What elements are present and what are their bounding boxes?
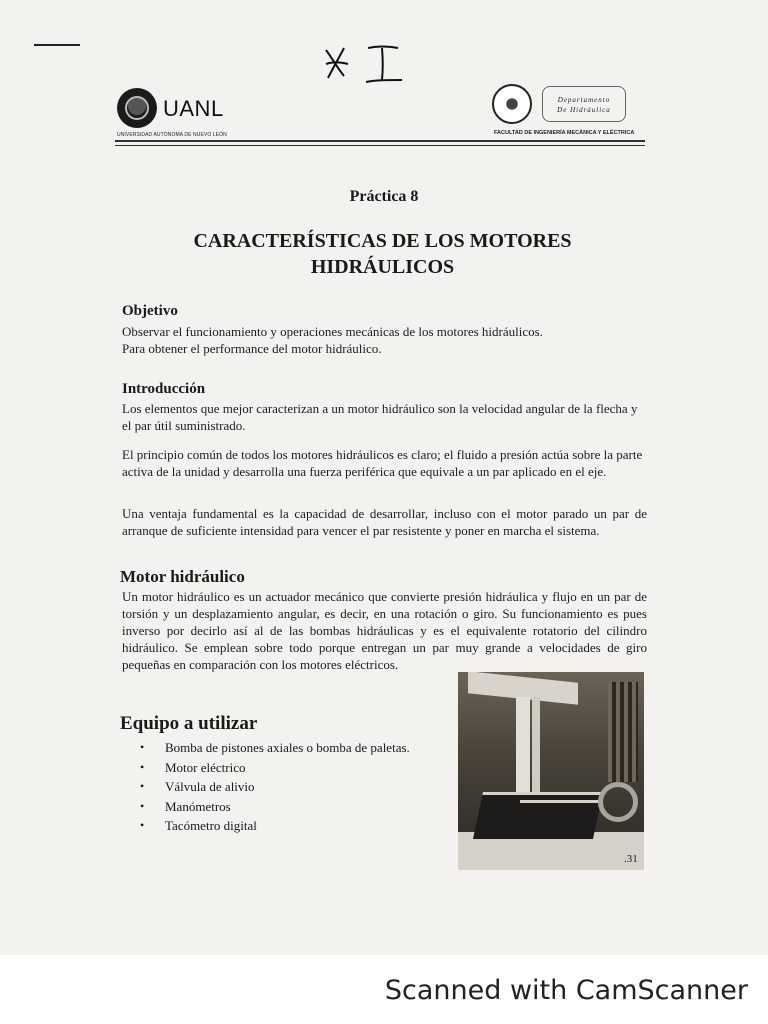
introduction-paragraph-3: Una ventaja fundamental es la capacidad de desarrollar, incluso con el motor parado un par de arranque de suficiente intensidad para vencer el par resistente y poner en marcha el sistema.	[122, 506, 647, 538]
uanl-logo-block	[115, 88, 245, 142]
equipment-list	[140, 738, 410, 836]
camscanner-watermark: Scanned with CamScanner	[384, 975, 748, 1006]
header-divider	[115, 140, 645, 146]
motor-paragraph: Un motor hidráulico es un actuador mecánico que convierte presión hidráulica y flujo en un par de torsión y un desplazamiento angular, es decir, en una rotación o giro. Su funcionamiento es pues inverso por decirlo así al de las bombas hidráulicas y es el equivalente rotatorio del cilindro hidráulico. Se emplean sobre todo porque entregan un par muy grande a velocidades de giro pequeñas en comparación con los motores eléctricos.	[122, 589, 647, 672]
objective-line-1: Observar el funcionamiento y operaciones mecánicas de los motores hidráulicos.	[122, 324, 543, 339]
list-item: • Válvula de alivio	[140, 777, 410, 797]
fime-seal-icon	[492, 84, 532, 124]
fime-subtitle: FACULTAD DE INGENIERÍA MECÁNICA Y ELÉCTRICA	[494, 130, 635, 136]
objective-text	[122, 323, 647, 357]
uanl-subtitle: UNIVERSIDAD AUTÓNOMA DE NUEVO LEÓN	[117, 132, 227, 138]
department-line-1: Departamento	[557, 96, 611, 104]
page-number: .31	[624, 853, 638, 865]
list-item: • Tacómetro digital	[140, 816, 410, 836]
title-line-2: HIDRÁULICOS	[310, 256, 455, 278]
document-title	[100, 228, 665, 280]
list-item: • Bomba de pistones axiales o bomba de paletas.	[140, 738, 410, 758]
list-item: • Motor eléctrico	[140, 758, 410, 778]
objective-heading: Objetivo	[122, 303, 178, 319]
uanl-seal-icon	[117, 88, 157, 128]
pen-mark	[34, 44, 80, 46]
department-line-2: De Hidráulica	[557, 106, 611, 114]
objective-line-2: Para obtener el performance del motor hidráulico.	[122, 341, 382, 356]
fime-logo-block	[490, 82, 650, 142]
introduction-heading: Introducción	[122, 381, 206, 397]
uanl-name: UANL	[163, 96, 224, 121]
introduction-paragraph-1: Los elementos que mejor caracterizan a un motor hidráulico son la velocidad angular de la flecha y el par útil suministrado.	[122, 401, 638, 433]
list-item: • Manómetros	[140, 797, 410, 817]
department-badge	[542, 86, 626, 122]
introduction-paragraph-2: El principio común de todos los motores hidráulicos es claro; el fluido a presión actúa sobre la parte activa de la unidad y desarrolla una fuerza periférica que equivale a un par aplicado en el eje.	[122, 447, 643, 479]
practice-label: Práctica 8	[349, 188, 419, 205]
title-line-1: CARACTERÍSTICAS DE LOS MOTORES	[193, 230, 572, 252]
hydraulic-bench-photo	[458, 672, 644, 870]
handwritten-roman-numeral	[322, 40, 412, 88]
motor-heading: Motor hidráulico	[120, 567, 245, 586]
equipment-heading: Equipo a utilizar	[120, 713, 258, 734]
